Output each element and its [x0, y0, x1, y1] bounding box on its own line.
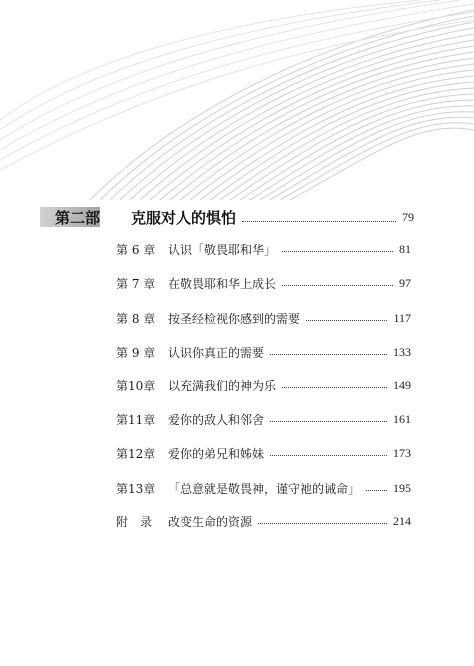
page-number: 117 — [393, 310, 411, 325]
leader-dots — [258, 523, 387, 524]
page-number: 195 — [393, 480, 411, 495]
chapter-title: 爱你的敌人和邻舍 — [168, 412, 265, 427]
chapter-number: 第13章 — [116, 481, 156, 496]
chapter-number: 第12章 — [116, 446, 156, 461]
toc-entry[interactable] — [116, 240, 411, 258]
part-number: 第二部 — [55, 208, 101, 227]
toc-entry[interactable] — [116, 410, 411, 428]
chapter-number: 第 6 章 — [116, 242, 156, 257]
page-number: 149 — [393, 377, 411, 392]
page-number: 133 — [393, 344, 411, 359]
page-number: 81 — [399, 241, 411, 256]
chapter-title: 在敬畏耶和华上成长 — [168, 276, 277, 291]
toc-entry[interactable] — [116, 512, 411, 530]
leader-dots — [242, 221, 396, 222]
toc-entry[interactable] — [116, 376, 411, 394]
chapter-title: 「总意就是敬畏神，谨守祂的诫命」 — [168, 481, 361, 496]
leader-dots — [282, 285, 393, 286]
toc-entry[interactable] — [116, 343, 411, 361]
part-page-number: 79 — [402, 209, 414, 224]
chapter-number: 第 9 章 — [116, 345, 156, 360]
chapter-title: 认识「敬畏耶和华」 — [168, 242, 277, 257]
page-number: 97 — [399, 275, 411, 290]
page-number: 214 — [393, 513, 411, 528]
toc-entry[interactable] — [116, 444, 411, 462]
chapter-number: 第 8 章 — [116, 311, 156, 326]
toc-entry[interactable] — [116, 309, 411, 327]
chapter-title: 认识你真正的需要 — [168, 345, 265, 360]
leader-dots — [366, 490, 387, 491]
leader-dots — [270, 421, 387, 422]
chapter-title: 改变生命的资源 — [168, 514, 253, 529]
decorative-curves — [0, 0, 474, 200]
page-number: 173 — [393, 445, 411, 460]
chapter-number: 第11章 — [116, 412, 156, 427]
part-heading[interactable] — [40, 206, 414, 228]
page-number: 161 — [393, 411, 411, 426]
leader-dots — [282, 251, 393, 252]
leader-dots — [306, 320, 387, 321]
toc-entry[interactable] — [116, 479, 411, 497]
chapter-title: 爱你的弟兄和姊妹 — [168, 446, 265, 461]
part-title: 克服对人的惧怕 — [131, 208, 237, 227]
toc-entry[interactable] — [116, 274, 411, 292]
chapter-number: 第 7 章 — [116, 276, 156, 291]
leader-dots — [270, 455, 387, 456]
leader-dots — [270, 354, 387, 355]
chapter-title: 以充满我们的神为乐 — [168, 378, 277, 393]
chapter-title: 按圣经检视你感到的需要 — [168, 311, 301, 326]
leader-dots — [282, 387, 387, 388]
chapter-number: 第10章 — [116, 378, 156, 393]
chapter-number: 附 录 — [116, 514, 153, 529]
